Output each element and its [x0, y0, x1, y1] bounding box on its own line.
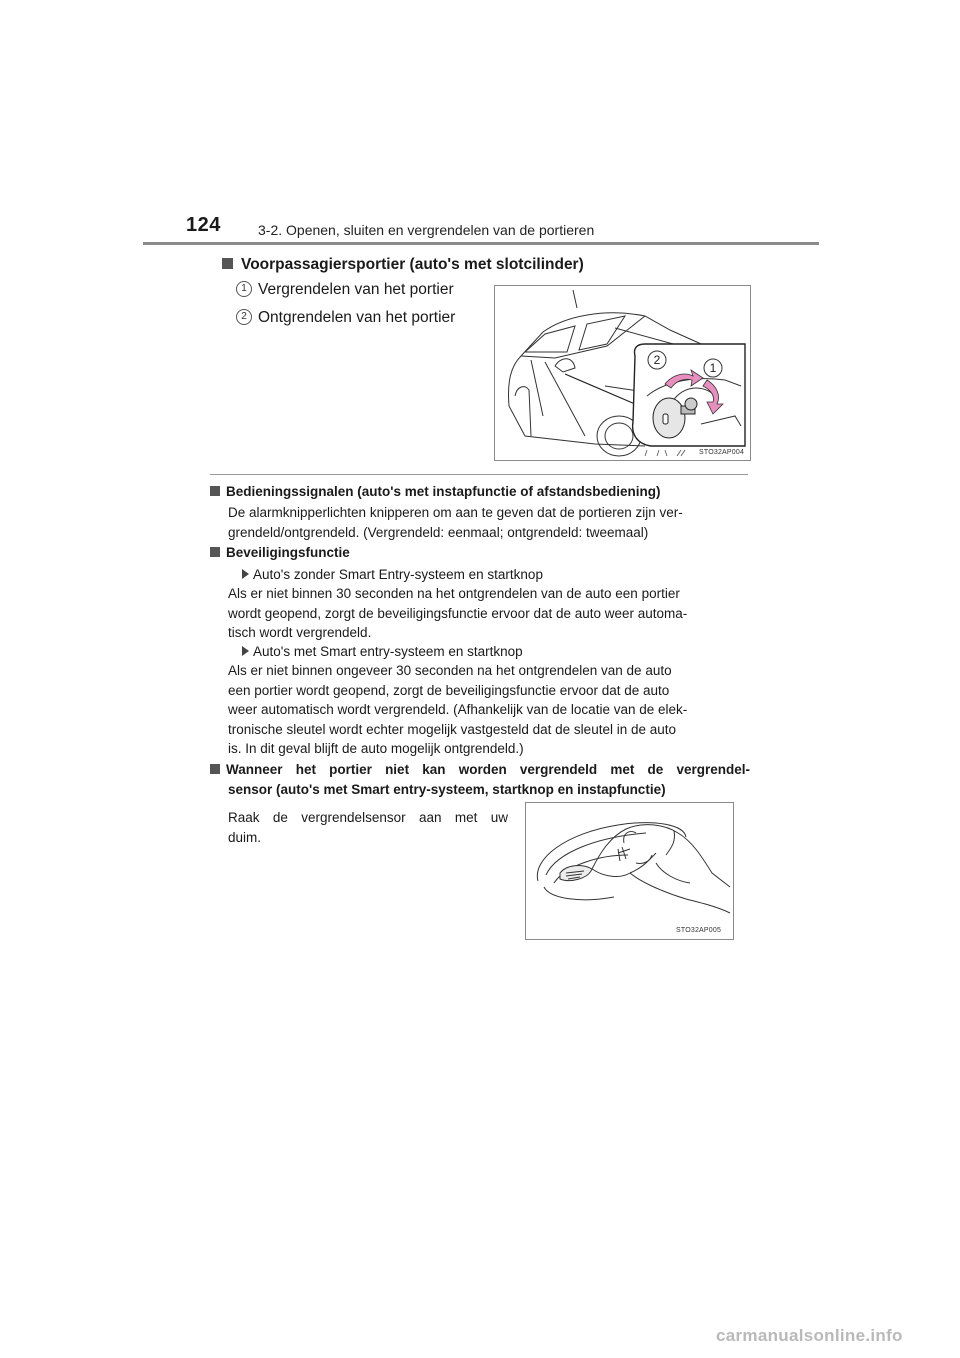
triangle-bullet-icon: [242, 569, 249, 579]
callout-label: 2: [653, 353, 661, 367]
heading-lock-sensor: Wanneer het portier niet kan worden vergrendeld met de vergrendel- sensor (auto's met Smart entry-systeem, startknop en instapfunctie): [210, 760, 750, 799]
step-number-icon: 2: [236, 309, 252, 325]
car-door-illustration: [495, 286, 750, 460]
step-number-icon: 1: [236, 281, 252, 297]
section-divider: [210, 474, 748, 475]
step-label: Vergrendelen van het portier: [258, 281, 454, 298]
lock-sensor-instruction: Raak de vergrendelsensor aan met uw duim.: [228, 810, 508, 845]
security-paragraph-a: Als er niet binnen 30 seconden na het ontgrendelen van de auto een portier wordt geopend, zorgt de beveiligingsfunctie ervoor dat de auto weer automa- tisch wordt vergrendeld.: [228, 586, 688, 640]
figure-code: STO32AP005: [676, 927, 722, 934]
square-bullet-icon: [210, 764, 220, 774]
square-bullet-icon: [210, 486, 220, 496]
security-paragraph-b: Als er niet binnen ongeveer 30 seconden na het ontgrendelen van de auto een portier wordt geopend, zorgt de beveiligingsfunctie ervoor dat de auto weer automatisch wordt vergrendeld. (Afhankelijk van de locatie van de elek- tronische sleutel wordt echter mogelijk vastgesteld dat de sleutel in de auto is. In dit geval blijft de auto mogelijk ontgrendeld.): [228, 663, 688, 756]
page-number: 124: [186, 214, 221, 236]
watermark: carmanualsonline.info: [716, 1326, 903, 1345]
square-bullet-icon: [222, 258, 233, 269]
square-bullet-icon: [210, 547, 220, 557]
heading-security-function: Beveiligingsfunctie: [210, 545, 350, 560]
variant-label-without-smart-entry: Auto's zonder Smart Entry-systeem en startknop: [242, 567, 543, 582]
step-label: Ontgrendelen van het portier: [258, 309, 456, 326]
header-divider: [143, 242, 819, 245]
figure-door-key-lock: [494, 285, 751, 461]
callout-label: 1: [709, 361, 717, 375]
step-item: [236, 281, 454, 299]
triangle-bullet-icon: [242, 646, 249, 656]
signals-paragraph: De alarmknipperlichten knipperen om aan te geven dat de portieren zijn ver- grendeld/ontgrendeld. (Vergrendeld: eenmaal; ontgrendeld: tweemaal): [228, 505, 683, 540]
figure-code: STO32AP004: [699, 449, 745, 456]
heading-operation-signals: Bedieningssignalen (auto's met instapfunctie of afstandsbediening): [210, 484, 661, 499]
door-handle-hand-illustration: [526, 803, 733, 939]
step-item: [236, 309, 455, 327]
variant-label-with-smart-entry: Auto's met Smart entry-systeem en startknop: [242, 644, 523, 659]
figure-lock-sensor: [525, 802, 734, 940]
chapter-header: 3-2. Openen, sluiten en vergrendelen van de portieren: [258, 222, 595, 238]
section-title-passenger-door: Voorpassagiersportier (auto's met slotcilinder): [222, 256, 584, 274]
